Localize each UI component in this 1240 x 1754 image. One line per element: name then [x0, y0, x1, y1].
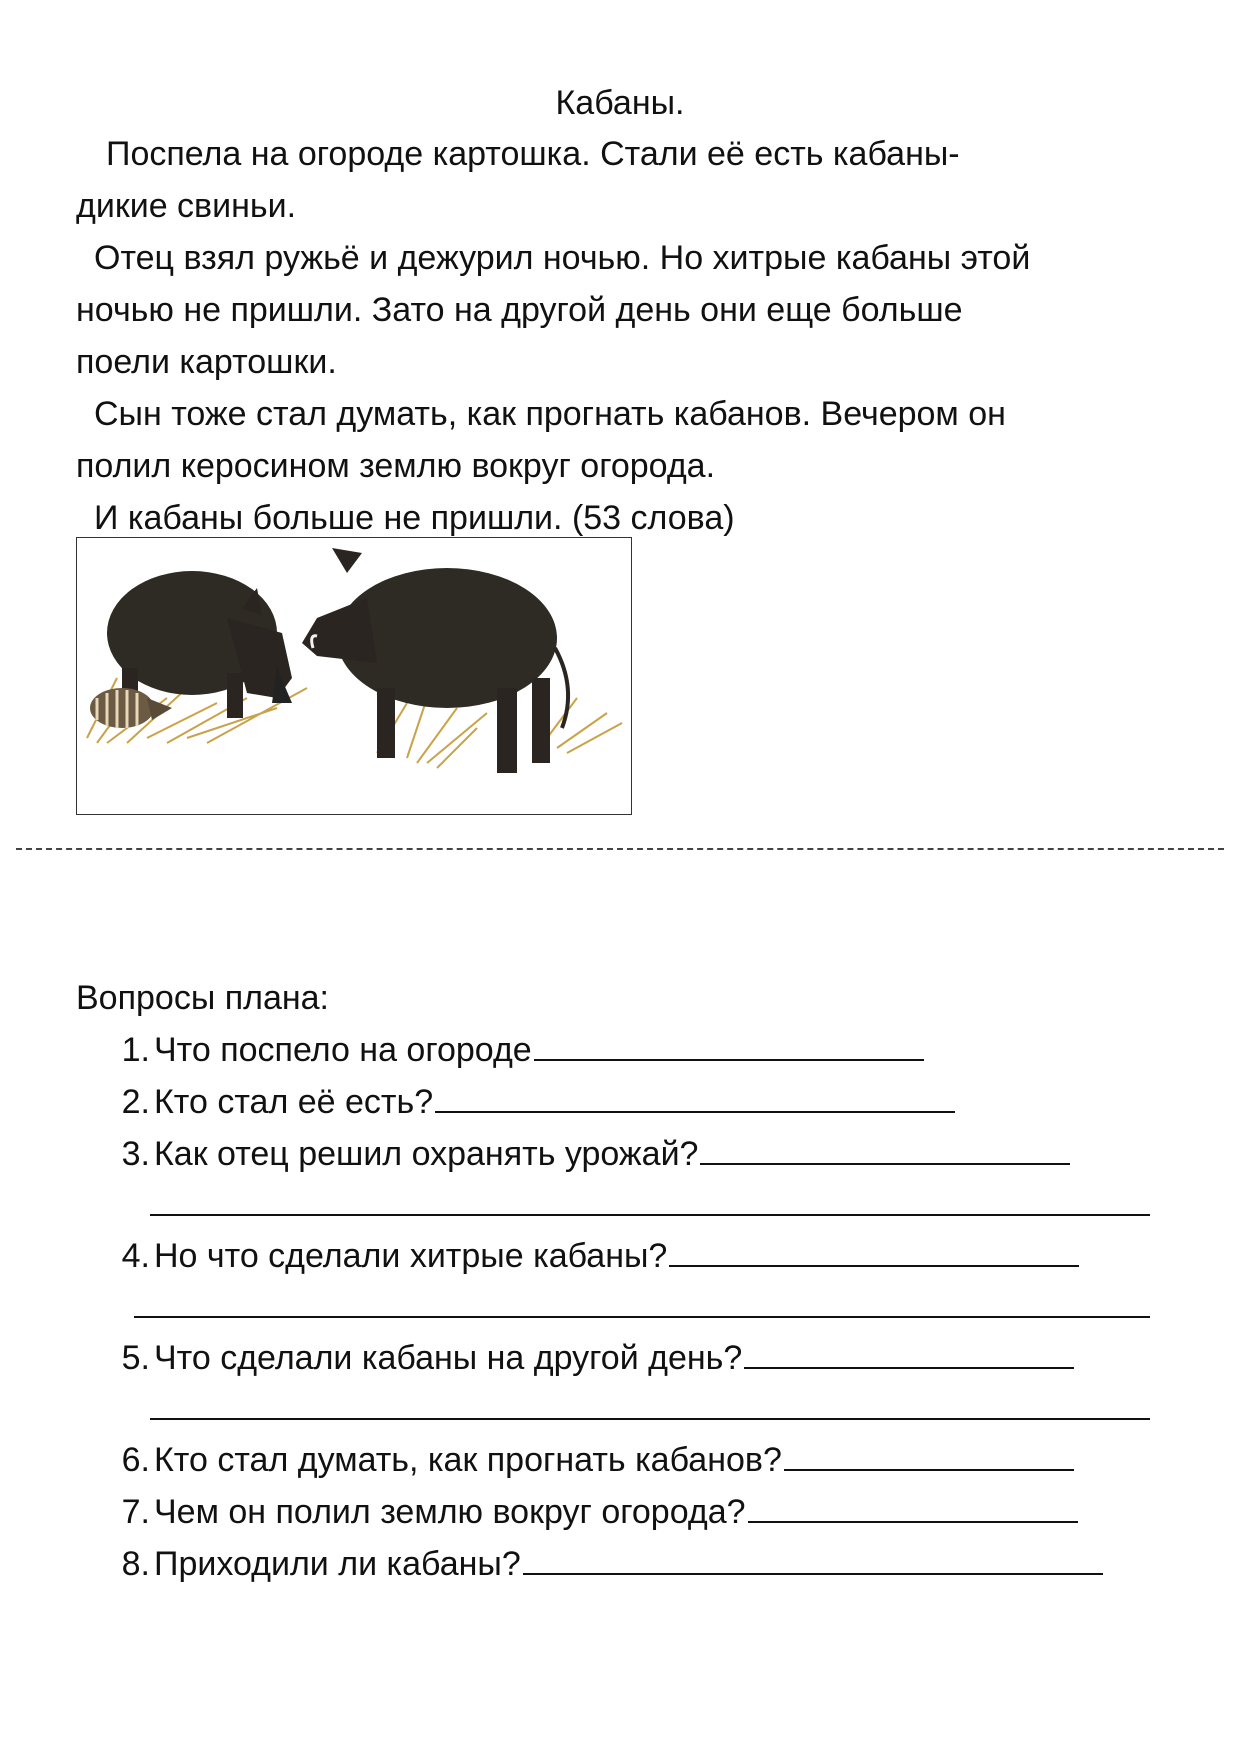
question-number: 6.: [121, 1441, 150, 1479]
question-text: Как отец решил охранять урожай?: [154, 1135, 699, 1173]
boars-illustration: [76, 537, 632, 815]
question-text: Приходили ли кабаны?: [154, 1545, 521, 1583]
story-line: дикие свиньи.: [76, 187, 297, 225]
answer-blank[interactable]: [748, 1489, 1078, 1523]
question-number: 2.: [121, 1083, 150, 1121]
question-text: Что поспело на огороде: [154, 1031, 532, 1069]
question-item: [110, 1538, 1190, 1590]
question-text: Чем он полил землю вокруг огорода?: [154, 1493, 746, 1531]
question-number: 3.: [121, 1135, 150, 1173]
story-line: Отец взял ружьё и дежурил ночью. Но хитрые кабаны этой: [94, 239, 1031, 277]
story-line: ночью не пришли. Зато на другой день они еще больше: [76, 291, 963, 329]
piglet-icon: [90, 688, 172, 728]
question-number: 5.: [121, 1339, 150, 1377]
answer-blank[interactable]: [669, 1233, 1079, 1267]
story-title: Кабаны.: [555, 84, 685, 122]
answer-continuation: [110, 1384, 1190, 1434]
answer-blank[interactable]: [523, 1541, 1103, 1575]
answer-continuation: [110, 1180, 1190, 1230]
question-text: Что сделали кабаны на другой день?: [154, 1339, 743, 1377]
question-item: [110, 1024, 1190, 1076]
answer-blank[interactable]: [744, 1335, 1074, 1369]
story-line: полил керосином землю вокруг огорода.: [76, 447, 716, 485]
answer-line[interactable]: [150, 1214, 1150, 1216]
story-line: И кабаны больше не пришли. (53 слова): [94, 499, 735, 537]
answer-continuation: [110, 1282, 1190, 1332]
wild-boars-illustration-icon: [77, 538, 631, 814]
question-number: 7.: [121, 1493, 150, 1531]
answer-blank[interactable]: [784, 1437, 1074, 1471]
answer-line[interactable]: [134, 1316, 1150, 1318]
question-number: 8.: [121, 1545, 150, 1583]
story-line: Сын тоже стал думать, как прогнать кабанов. Вечером он: [94, 395, 1006, 433]
question-item: [110, 1128, 1190, 1180]
story-text: [76, 128, 1176, 544]
questions-list: [110, 1024, 1190, 1590]
answer-blank[interactable]: [435, 1079, 955, 1113]
story-line: поели картошки.: [76, 343, 337, 381]
question-text: Кто стал думать, как прогнать кабанов?: [154, 1441, 782, 1479]
question-number: 1.: [121, 1031, 150, 1069]
question-item: [110, 1332, 1190, 1384]
answer-line[interactable]: [150, 1418, 1150, 1420]
story-line: Поспела на огороде картошка. Стали её есть кабаны-: [106, 135, 960, 173]
question-item: [110, 1486, 1190, 1538]
question-item: [110, 1230, 1190, 1282]
question-text: Но что сделали хитрые кабаны?: [154, 1237, 668, 1275]
answer-blank[interactable]: [700, 1131, 1070, 1165]
answer-blank[interactable]: [534, 1027, 924, 1061]
cut-line-divider: [16, 848, 1224, 850]
question-number: 4.: [121, 1237, 150, 1275]
question-item: [110, 1076, 1190, 1128]
question-text: Кто стал её есть?: [154, 1083, 434, 1121]
question-item: [110, 1434, 1190, 1486]
plan-title: Вопросы плана:: [76, 979, 329, 1017]
